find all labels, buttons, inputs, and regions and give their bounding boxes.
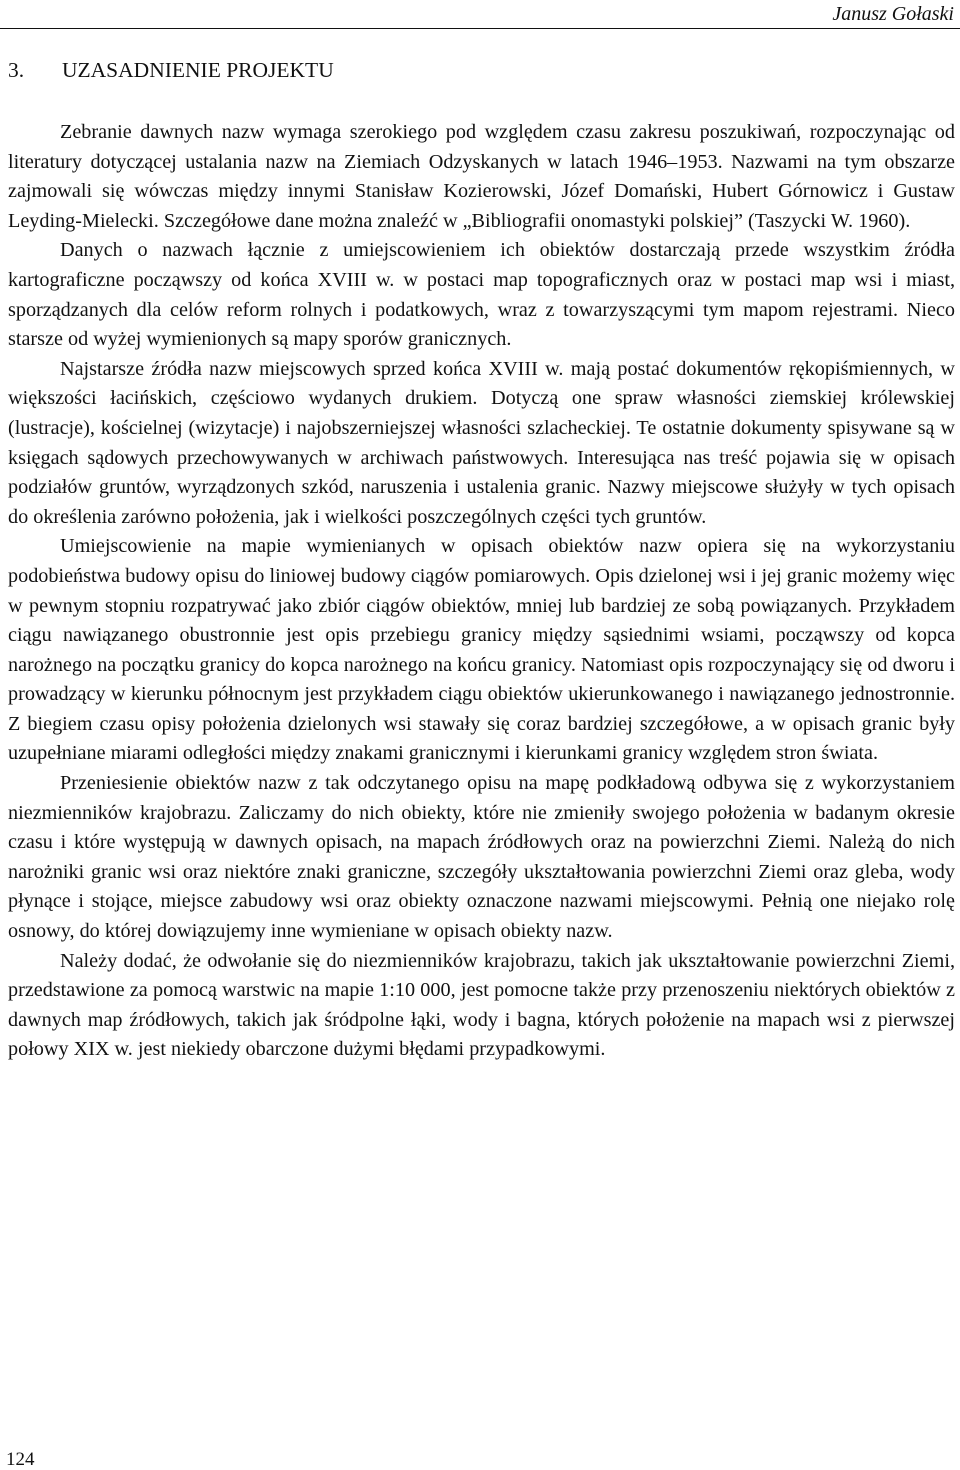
paragraph: Należy dodać, że odwołanie się do niezmienników krajobrazu, takich jak ukształtowanie powierzchni Ziemi, przedstawione za pomocą warstwic na mapie 1:10 000, jest pomocne także przy przenoszeniu niektórych obiektów z dawnych map źródłowych, takich jak śródpolne łąki, wody i bagna, których położenie na mapach wsi z pierwszej połowy XIX w. jest niekiedy obarczone dużymi błędami przypadkowymi. — [8, 949, 955, 1061]
paragraph: Zebranie dawnych nazw wymaga szerokiego pod względem czasu zakresu poszukiwań, rozpoczynając od literatury dotyczącej ustalania nazw na Ziemiach Odzyskanych w latach 1946–1953. Nazwami na tym obszarze zajmowali się wówczas między innymi Stanisław Kozierowski, Józef Domański, Hubert Górnowicz i Gustaw Leyding-Mielecki. Szczegółowe dane można znaleźć w „Bibliografii onomastyki polskiej” (Taszycki W. 1960). — [8, 121, 955, 232]
paragraph: Umiejscowienie na mapie wymienianych w opisach obiektów nazw opiera się na wykorzystaniu podobieństwa budowy opisu do liniowej budowy ciągów pomiarowych. Opis dzielonej wsi i jej granic możemy więc w pewnym stopniu rozpatrywać jako zbiór ciągów obiektów, mniej lub bardziej ze sobą powiązanych. Przykładem ciągu nawiązanego obustronnie jest opis przebiegu granicy między sąsiednimi wsiami, począwszy od kopca narożnego na początku granicy do kopca narożnego na końcu granicy. Natomiast opis rozpoczynający się od dworu i prowadzący w kierunku północnym jest przykładem ciągu obiektów ukierunkowanego i nawiązanego jednostronnie. Z biegiem czasu opisy położenia dzielonych wsi stawały się coraz bardziej szczegółowe, a w opisach granic były uzupełniane miarami odległości między znakami granicznymi i kierunkami granicy względem stron świata. — [8, 535, 955, 765]
paragraph: Najstarsze źródła nazw miejscowych sprzed końca XVIII w. mają postać dokumentów rękopiśmiennych, w większości łacińskich, częściowo wydanych drukiem. Dotyczą one spraw własności ziemskiej królewskiej (lustracje), kościelnej (wizytacje) i najobszerniejszej własności szlacheckiej. Te ostatnie dokumenty spisywane są w księgach sądowych przechowywanych w archiwach państwowych. Interesująca nas treść pojawia się w opisach podziałów gruntów, wyrządzonych szkód, naruszenia i ustalenia granic. Nazwy miejscowe służyły w tych opisach do określenia zarówno położenia, jak i wielkości poszczególnych części tych gruntów. — [8, 357, 955, 528]
section-number: 3. — [8, 58, 25, 82]
section-heading — [8, 56, 334, 84]
paragraph: Danych o nazwach łącznie z umiejscowieniem ich obiektów dostarczają przede wszystkim źródła kartograficzne począwszy od końca XVIII w. w postaci map topograficznych oraz w postaci map wsi i miast, sporządzanych dla celów reform rolnych i podatkowych, wraz z towarzyszącymi tym mapom rejestrami. Nieco starsze od wyżej wymienionych są mapy sporów granicznych. — [8, 239, 955, 351]
body-text — [8, 118, 955, 1065]
page-number: 124 — [6, 1449, 35, 1470]
header-rule — [0, 28, 960, 29]
running-header — [0, 0, 960, 32]
header-author: Janusz Gołaski — [832, 3, 954, 25]
paragraph: Przeniesienie obiektów nazw z tak odczytanego opisu na mapę podkładową odbywa się z wykorzystaniem niezmienników krajobrazu. Zaliczamy do nich obiekty, które nie zmieniły swojego położenia w badanym okresie czasu i które występują w dawnych opisach, na mapach źródłowych oraz na powierzchni Ziemi. Należą do nich narożniki granic wsi oraz niektóre znaki graniczne, szczegóły ukształtowania powierzchni Ziemi oraz gleba, wody płynące i stojące, miejsce zabudowy wsi oraz obiekty oznaczone nazwami miejscowymi. Pełnią one niejako rolę osnowy, do której dowiązujemy inne wymieniane w opisach obiekty nazw. — [8, 772, 955, 943]
section-title: UZASADNIENIE PROJEKTU — [62, 58, 334, 82]
